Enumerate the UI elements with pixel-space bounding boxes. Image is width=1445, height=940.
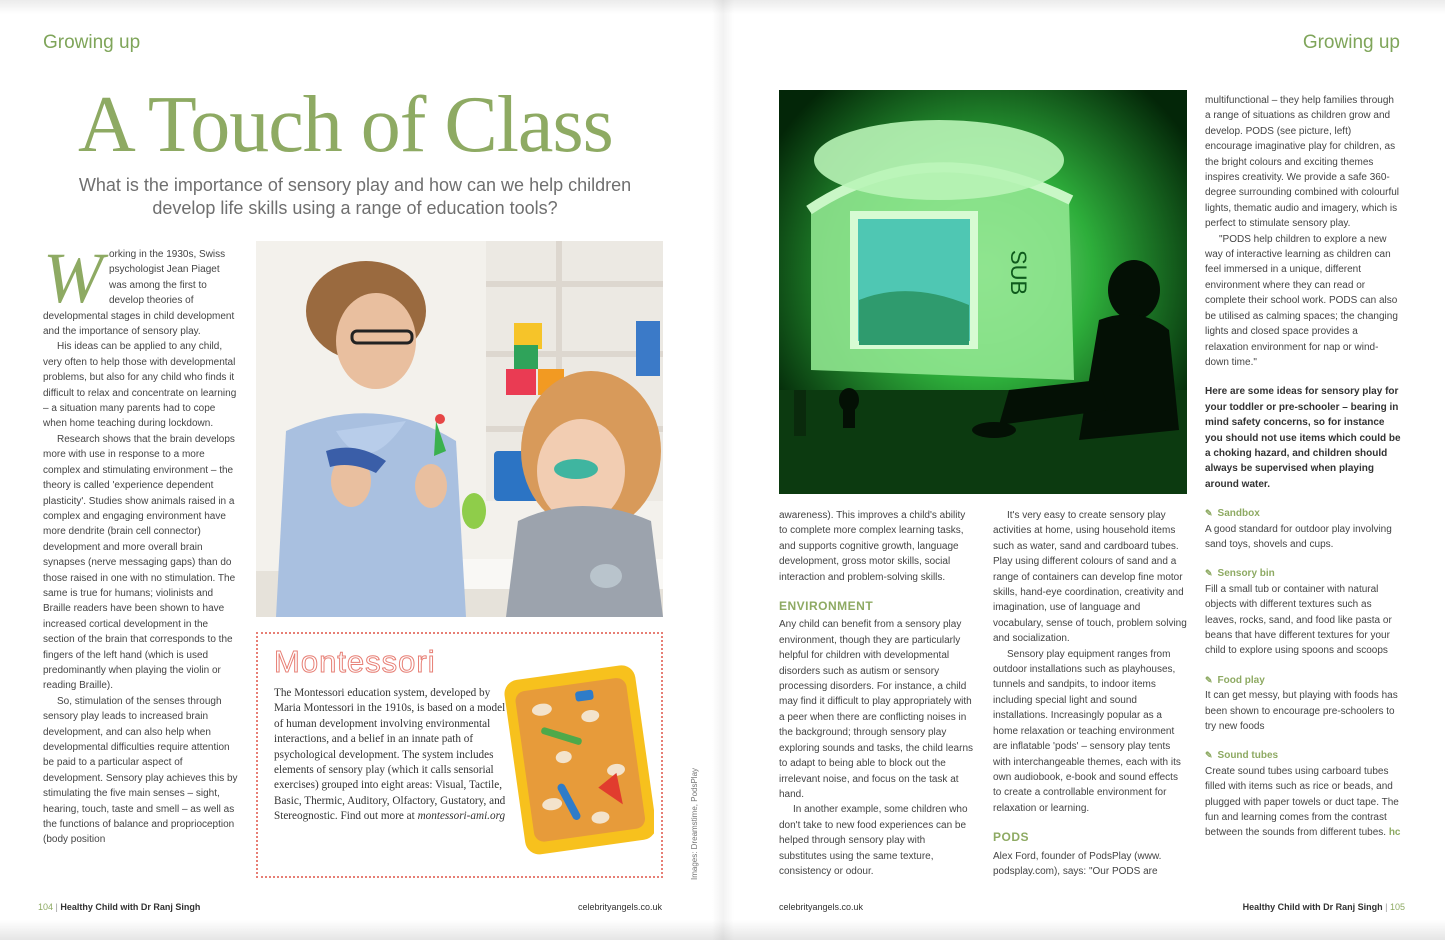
- paragraph: In another example, some children who don't take to new food experiences can be helped through sensory play with substitutes using the same texture, consistency or odour.: [779, 804, 968, 877]
- footer-title-right: Healthy Child with Dr Ranj Singh: [1242, 902, 1383, 912]
- article-title: A Touch of Class: [78, 81, 613, 169]
- paragraph: Sensory play equipment ranges from outdoor installations such as playhouses, tunnels and sandpits, to indoor items including special light and sound installations. Increasingly popular as a home relaxation or teaching environment are inflatable 'pods' – sensory play tents with interchangeable themes, each with its own audiobook, e-book and sound effects to create a controllable environment for relaxation or learning.: [993, 648, 1181, 814]
- paragraph: So, stimulation of the senses through sensory play leads to increased brain development, and can also help when developmental difficulties require attention be paid to a particular aspect of development. Sensory play achieves this by stimulating the five main senses – sight, hearing, touch, taste and smell – as well as the functions of balance and proprioception (body position: [43, 695, 238, 846]
- section-header-right: Growing up: [1302, 32, 1400, 53]
- article-subtitle: What is the importance of sensory play and how can we help children develop life skills using a range of education tools?: [78, 175, 632, 218]
- montessori-title: Montessori: [274, 644, 436, 679]
- end-mark: hc: [1388, 827, 1401, 839]
- idea-heading: ✎ Sound tubes: [1205, 750, 1279, 762]
- montessori-sidebar: [256, 632, 663, 878]
- article-column-3: [993, 508, 1187, 879]
- paragraph: Alex Ford, founder of PodsPlay (www. podsplay.com), says: "Our PODS are: [993, 850, 1162, 877]
- article-column-1: [43, 238, 239, 848]
- footer-right: Healthy Child with Dr Ranj Singh | 105: [1242, 902, 1405, 912]
- idea-text: Fill a small tub or container with natural objects with different textures such as leaves, rocks, sand, and food like pasta or beans that have different textures for your child to explore using spoons and scoops: [1205, 583, 1392, 657]
- pencil-icon: ✎: [1205, 508, 1213, 519]
- footer-title-left: Healthy Child with Dr Ranj Singh: [60, 902, 201, 912]
- idea-heading: ✎ Food play: [1205, 674, 1265, 686]
- paragraph: multifunctional – they help families through a range of situations as children grow and develop. PODS (see picture, left) encourage imaginative play for children, as the bright colours and exciting themes inspires creativity. We provide a safe 360-degree surrounding combined with colourful lights, thematic audio and imagery, which is perfect to stimulate sensory play.: [1205, 95, 1400, 230]
- idea-text: A good standard for outdoor play involving sand toys, shovels and cups.: [1205, 523, 1392, 550]
- page-number-left: 104: [38, 902, 54, 912]
- article-column-4: [1205, 93, 1401, 841]
- paragraph: Research shows that the brain develops more with use in response to a more complex and stimulating environment – the theory is called 'experience dependent plasticity'. Studies show animals raised in a complex and engaging environment have more dendrite (brain cell connector) development and more overall brain synapses (nerve messaging gaps) than do those raised in one with no stimulation. The same is true for humans; violinists and Braille readers have been shown to have increased cortical development in the section of the brain that corresponds to the fingers of the left hand (which is used predominantly when playing the violin or reading Braille).: [43, 433, 236, 692]
- ideas-intro: Here are some ideas for sensory play for your toddler or pre-schooler – bearing in mind safety concerns, so for instance you should not use items which could be a choking hazard, and children should always be supervised when playing around water.: [1205, 386, 1401, 490]
- pencil-icon: ✎: [1205, 750, 1213, 761]
- footer-left: 104 | Healthy Child with Dr Ranj Singh: [38, 902, 201, 912]
- page-number-right: 105: [1389, 902, 1405, 912]
- photo-sensory-pod: [779, 90, 1187, 494]
- page-fold: [712, 0, 734, 940]
- section-header-left: Growing up: [43, 32, 141, 53]
- paragraph: It's very easy to create sensory play activities at home, using household items such as water, sand and cardboard tubes. Play using different colours of sand and a range of containers can develop fine motor skills, hand-eye coordination, creativity and imagination, use of language and vocabulary, sense of touch, problem solving and socialization.: [993, 510, 1187, 645]
- footer-site-right[interactable]: celebrityangels.co.uk: [779, 902, 864, 912]
- paragraph: awareness). This improves a child's ability to complete more complex learning tasks, and supports cognitive growth, language development, gross motor skills, social interaction and problem-solving skills.: [779, 510, 966, 583]
- photo-sensory-tray: [504, 660, 654, 856]
- idea-heading: ✎ Sensory bin: [1205, 568, 1275, 580]
- paragraph: Any child can benefit from a sensory play environment, though they are particularly helpful for children with developmental disorders such as autism or sensory processing disorders. For instance, a child may find it difficult to play appropriately with a peer when there are conflicting noises in the background; through sensory play exploring sounds and tasks, the child learns to adapt to being able to block out the irrelevant noise, and focus on the task at hand.: [779, 619, 974, 800]
- section-heading-environment: ENVIRONMENT: [779, 599, 874, 614]
- idea-heading: ✎ Sandbox: [1205, 508, 1260, 520]
- section-heading-pods: PODS: [993, 830, 1030, 845]
- drop-cap: W: [43, 238, 103, 318]
- paragraph: His ideas can be applied to any child, very often to help those with developmental problems, but also for any child who finds it difficult to relax and concentrate on learning – a situation many parents had to cope when home teaching during lockdown.: [43, 341, 237, 430]
- montessori-link[interactable]: montessori-ami.org: [417, 810, 506, 823]
- pencil-icon: ✎: [1205, 674, 1213, 685]
- photo-teacher-and-child: [256, 241, 663, 617]
- montessori-text: The Montessori education system, developed by Maria Montessori in the 1910s, is based on a model of human development involving environmental interactions, and a belief in an innate path of psychological development. The system includes elements of sensory play (which it calls sensorial exercises) grouped into eight areas: Visual, Tactile, Basic, Thermic, Auditory, Olfactory, Gustatory, and Stereognostic. Find out more at montessori-ami.org: [274, 687, 506, 823]
- idea-text: It can get messy, but playing with foods has been shown to encourage pre-schoolers to try new foods: [1205, 690, 1398, 733]
- paragraph: "PODS help children to explore a new way of interactive learning as children can feel immersed in a unique, different environment where they can read or complete their school work. PODS can also be utilised as calming spaces; the changing lights and closed space provides a relaxation environment for nap or wind-down time.": [1205, 233, 1398, 368]
- pencil-icon: ✎: [1205, 568, 1213, 579]
- idea-text: Create sound tubes using carboard tubes filled with items such as rice or beads, and plugged with paper towels or duct tape. The fun and learning comes from the contrast between the sounds from different tubes. hc: [1205, 765, 1401, 839]
- paragraph: orking in the 1930s, Swiss psychologist Jean Piaget was among the first to develop theories of developmental stages in child development and the importance of sensory play.: [43, 249, 235, 338]
- article-column-2: [779, 508, 975, 879]
- footer-site-left[interactable]: celebrityangels.co.uk: [578, 902, 663, 912]
- svg-text:SUB: SUB: [1006, 250, 1031, 296]
- image-credit: Images: Dreamstime, PodsPlay: [690, 767, 699, 880]
